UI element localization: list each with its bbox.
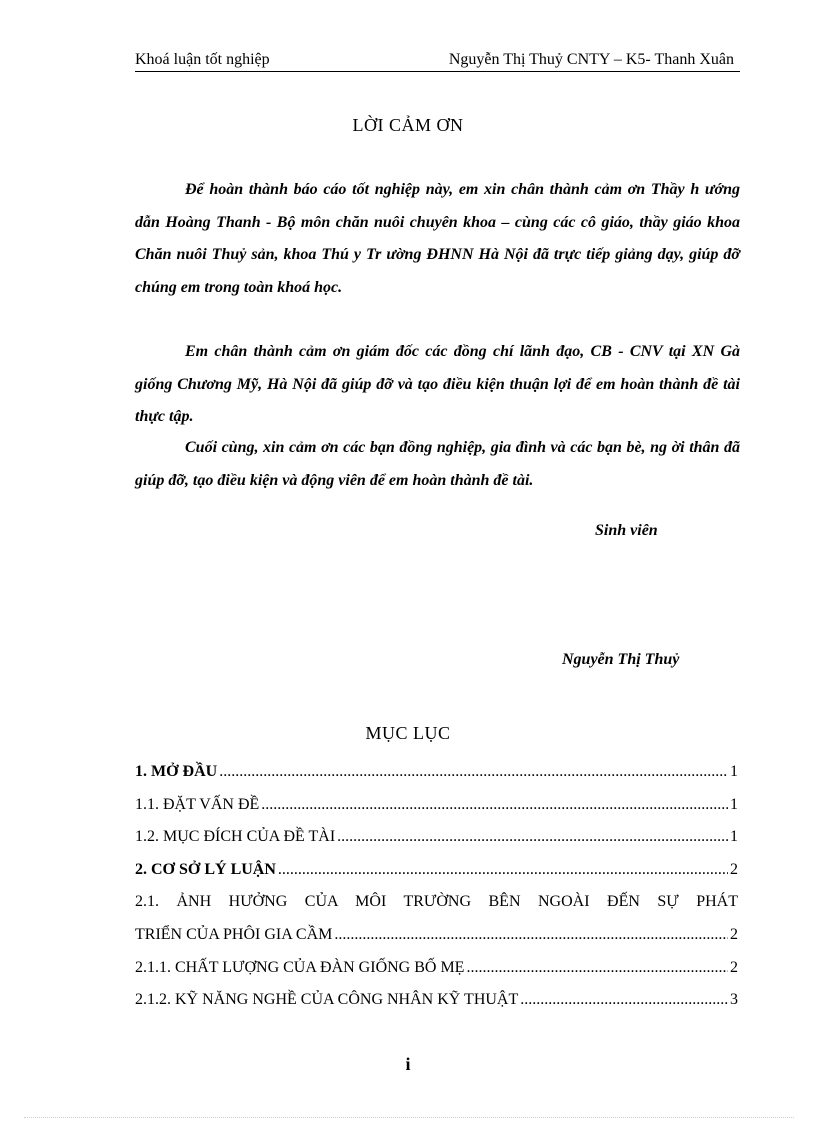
- toc-entry-label: 1.2. MỤC ĐÍCH CỦA ĐỀ TÀI: [135, 828, 336, 846]
- toc-entry-label: 1. MỞ ĐẦU: [135, 763, 218, 780]
- toc-entry[interactable]: [135, 789, 738, 822]
- toc-entry-label-line-2: TRIỂN CỦA PHÔI GIA CẦM: [135, 925, 333, 943]
- acknowledgement-paragraph-2-text: Em chân thành cảm ơn giám đốc các đồng chí lãnh đạo, CB - CNV tại XN Gà giống Chương Mỹ, Hà Nội đã giúp đỡ và tạo điều kiện thuận lợi để em hoàn thành đề tài thực tập.: [135, 343, 740, 426]
- toc-leader-dots: [337, 821, 728, 854]
- table-of-contents-title: MỤC LỤC: [365, 723, 451, 743]
- toc-entry[interactable]: [135, 821, 738, 854]
- signature-role: Sinh viên: [595, 522, 658, 539]
- toc-leader-dots: [219, 756, 728, 789]
- acknowledgement-paragraph-3: [135, 432, 740, 497]
- toc-leader-dots: [466, 952, 728, 985]
- page-number: i: [405, 1054, 411, 1074]
- toc-leader-dots: [261, 789, 728, 822]
- signature-name: Nguyễn Thị Thuỷ: [562, 651, 680, 668]
- toc-entry-label-line-1: 2.1. ẢNH HƯỞNG CỦA MÔI TRƯỜNG BÊN NGOÀI ĐẾN SỰ PHÁT: [135, 893, 738, 911]
- acknowledgement-paragraph-1-text: Để hoàn thành báo cáo tốt nghiệp này, em xin chân thành cảm ơn Thầy h ướng dẫn Hoàng Thanh - Bộ môn chăn nuôi chuyên khoa – cùng các cô giáo, thầy giáo khoa Chăn nuôi Thuỷ sản, khoa Thú y Tr ường ĐHNN Hà Nội đã trực tiếp giảng dạy, giúp đỡ chúng em trong toàn khoá học.: [135, 181, 740, 296]
- acknowledgement-paragraph-3-text: Cuối cùng, xin cảm ơn các bạn đồng nghiệp, gia đình và các bạn bè, ng ời thân đã giúp đỡ, tạo điều kiện và động viên để em hoàn thành đề tài.: [135, 439, 740, 489]
- table-of-contents: [135, 756, 738, 1017]
- toc-entry-label: 1.1. ĐẶT VẤN ĐỀ: [135, 795, 260, 813]
- toc-entry-label: 2.1.1. CHẤT LƯỢNG CỦA ĐÀN GIỐNG BỐ MẸ: [135, 958, 465, 976]
- toc-entry[interactable]: [135, 854, 738, 887]
- acknowledgement-paragraph-2: [135, 336, 740, 434]
- toc-entry[interactable]: [135, 952, 738, 985]
- toc-entry-page: 1: [730, 828, 738, 846]
- acknowledgement-title: LỜI CẢM ƠN: [352, 115, 464, 135]
- toc-leader-dots: [278, 854, 728, 887]
- toc-entry-page: 1: [730, 763, 738, 780]
- acknowledgement-paragraph-1: [135, 174, 740, 304]
- toc-entry-page: 2: [730, 958, 738, 976]
- header-author-info: Nguyễn Thị Thuỷ CNTY – K5- Thanh Xuân: [448, 51, 734, 68]
- toc-entry-page: 2: [730, 925, 738, 943]
- page-header: [135, 49, 740, 72]
- toc-entry-multiline[interactable]: [135, 886, 738, 951]
- header-thesis-label: Khoá luận tốt nghiệp: [135, 51, 270, 68]
- toc-entry-label: 2.1.2. KỸ NĂNG NGHỀ CỦA CÔNG NHÂN KỸ THUẬT: [135, 991, 519, 1009]
- toc-entry-page: 3: [730, 991, 738, 1009]
- toc-entry-page: 1: [730, 795, 738, 813]
- toc-leader-dots: [520, 984, 728, 1017]
- toc-entry-page: 2: [730, 860, 738, 878]
- toc-entry[interactable]: [135, 984, 738, 1017]
- toc-leader-dots: [334, 919, 728, 952]
- page-bottom-divider: [24, 1117, 794, 1118]
- toc-entry[interactable]: [135, 756, 738, 789]
- toc-entry-label: 2. CƠ SỞ LÝ LUẬN: [135, 860, 276, 878]
